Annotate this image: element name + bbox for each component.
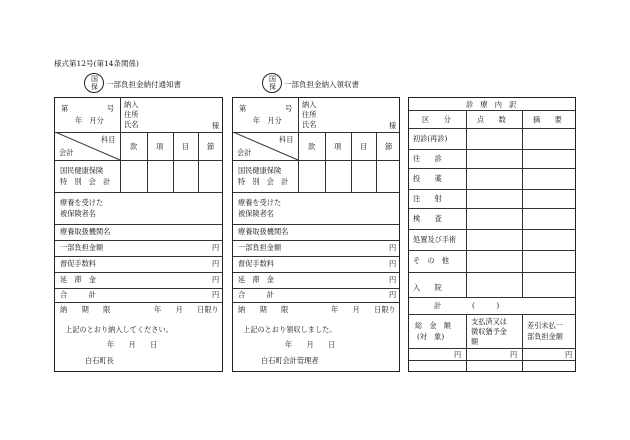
- receipt-issuer: 白石町会計管理者: [261, 356, 319, 365]
- receipt-seal-bottom: 保: [269, 83, 276, 91]
- notice-account-1: 国民健康保険: [60, 166, 104, 175]
- receipt-kaikei: 会計: [237, 148, 252, 157]
- details-sum-label-1: 総 金 額: [415, 321, 451, 330]
- details-pay-label-2: 徴収猶予金: [471, 327, 507, 336]
- details-pay-label-1: 支払済又は: [471, 317, 507, 326]
- details-item-7: そ の 他: [413, 256, 449, 265]
- notice-no-1: 第: [61, 104, 69, 113]
- notice-kaikei: 会計: [59, 148, 74, 157]
- details-title: 診 療 内 訳: [466, 100, 517, 109]
- notice-insured-2: 被保険者名: [60, 209, 96, 218]
- details-yen-1: 円: [454, 350, 462, 359]
- receipt-insured-1: 療養を受けた: [238, 198, 282, 207]
- notice-ym: 年 月分: [75, 116, 104, 125]
- receipt-title: 一部負担金納入領収書: [284, 80, 359, 89]
- details-form: [408, 97, 576, 372]
- receipt-form: [232, 97, 400, 372]
- details-col-tekiyo: 摘 要: [533, 115, 562, 124]
- receipt-row-3-unit: 円: [389, 275, 397, 284]
- notice-kou: 項: [156, 142, 164, 151]
- notice-row-4-unit: 円: [212, 290, 220, 299]
- notice-issuer: 白石町長: [85, 356, 114, 365]
- notice-sama: 様: [212, 121, 220, 130]
- receipt-payer-1: 納入: [302, 100, 317, 109]
- notice-row-1-unit: 円: [212, 243, 220, 252]
- notice-payer-1: 納入: [124, 100, 139, 109]
- receipt-sama: 様: [389, 121, 397, 130]
- notice-row-1-label: 一部負担金額: [60, 243, 104, 252]
- notice-date: 年 月 日: [107, 340, 158, 349]
- details-total-label: 計: [434, 301, 442, 310]
- receipt-row-2-unit: 円: [389, 259, 397, 268]
- details-total-paren: ( ): [472, 301, 500, 310]
- receipt-payer-3: 氏名: [302, 120, 317, 129]
- details-item-4: 注 射: [413, 194, 442, 203]
- notice-payer-2: 住所: [124, 110, 139, 119]
- receipt-no-2: 号: [285, 104, 293, 113]
- notice-seal-top: 国: [91, 75, 98, 83]
- notice-row-3-label: 延 滞 金: [60, 275, 96, 284]
- receipt-account-1: 国民健康保険: [238, 166, 282, 175]
- details-col-tensu: 点 数: [477, 115, 506, 124]
- receipt-seal: [262, 73, 282, 93]
- receipt-row-4-unit: 円: [389, 290, 397, 299]
- details-pay-label-3: 額: [471, 337, 479, 346]
- details-sum-label-2: (対 象): [417, 332, 445, 341]
- details-item-6: 処置及び手術: [413, 235, 457, 244]
- receipt-deadline-label: 納 期 限: [238, 305, 289, 314]
- notice-deadline-value: 年 月 日限り: [154, 305, 219, 314]
- receipt-kou: 項: [334, 142, 342, 151]
- receipt-date: 年 月 日: [285, 340, 336, 349]
- details-item-2: 往 診: [413, 154, 442, 163]
- receipt-facility: 療養取扱機関名: [238, 227, 289, 236]
- receipt-row-3-label: 延 滞 金: [238, 275, 274, 284]
- details-col-kubun: 区 分: [422, 115, 451, 124]
- notice-facility: 療養取扱機関名: [60, 227, 111, 236]
- notice-kan: 款: [130, 142, 138, 151]
- details-item-3: 投 薬: [413, 174, 442, 183]
- receipt-moku: 目: [360, 142, 368, 151]
- notice-moku: 目: [182, 142, 190, 151]
- receipt-insured-2: 被保険者名: [238, 209, 274, 218]
- notice-account-2: 特 別 会 計: [60, 177, 111, 186]
- receipt-row-2-label: 督促手数料: [238, 259, 274, 268]
- details-item-5: 検 査: [413, 214, 442, 223]
- receipt-kamoku: 科目: [279, 135, 294, 144]
- notice-form: [54, 97, 223, 372]
- receipt-payer-2: 住所: [302, 110, 317, 119]
- notice-no-2: 号: [107, 104, 115, 113]
- details-item-9: 入 院: [413, 283, 442, 292]
- receipt-seal-top: 国: [269, 75, 276, 83]
- notice-row-2-unit: 円: [212, 259, 220, 268]
- notice-payer-3: 氏名: [124, 120, 139, 129]
- form-number: 様式第12号(第14条関係): [54, 59, 139, 68]
- receipt-ym: 年 月分: [253, 116, 282, 125]
- details-item-1: 初診(再診): [413, 134, 448, 143]
- notice-message: 上記のとおり納入してください。: [65, 325, 173, 334]
- receipt-no-1: 第: [239, 104, 247, 113]
- receipt-account-2: 特 別 会 計: [238, 177, 289, 186]
- receipt-row-1-unit: 円: [389, 243, 397, 252]
- notice-title: 一部負担金納付通知書: [106, 80, 181, 89]
- receipt-row-1-label: 一部負担金額: [238, 243, 282, 252]
- receipt-deadline-value: 年 月 日限り: [331, 305, 396, 314]
- details-yen-2: 円: [510, 350, 518, 359]
- details-diff-label-1: 差引未払一: [527, 321, 563, 330]
- receipt-message: 上記のとおり領収しました。: [243, 325, 337, 334]
- details-diff-label-2: 部負担金額: [527, 332, 563, 341]
- notice-row-2-label: 督促手数料: [60, 259, 96, 268]
- receipt-kan: 款: [308, 142, 316, 151]
- notice-deadline-label: 納 期 限: [60, 305, 111, 314]
- notice-row-3-unit: 円: [212, 275, 220, 284]
- notice-seal: [84, 73, 104, 93]
- notice-kamoku: 科目: [101, 135, 116, 144]
- receipt-row-4-label: 合 計: [238, 290, 274, 299]
- notice-row-4-label: 合 計: [60, 290, 96, 299]
- notice-setsu: 節: [207, 142, 215, 151]
- receipt-setsu: 節: [385, 142, 393, 151]
- notice-seal-bottom: 保: [91, 83, 98, 91]
- notice-insured-1: 療養を受けた: [60, 198, 104, 207]
- details-yen-3: 円: [565, 350, 573, 359]
